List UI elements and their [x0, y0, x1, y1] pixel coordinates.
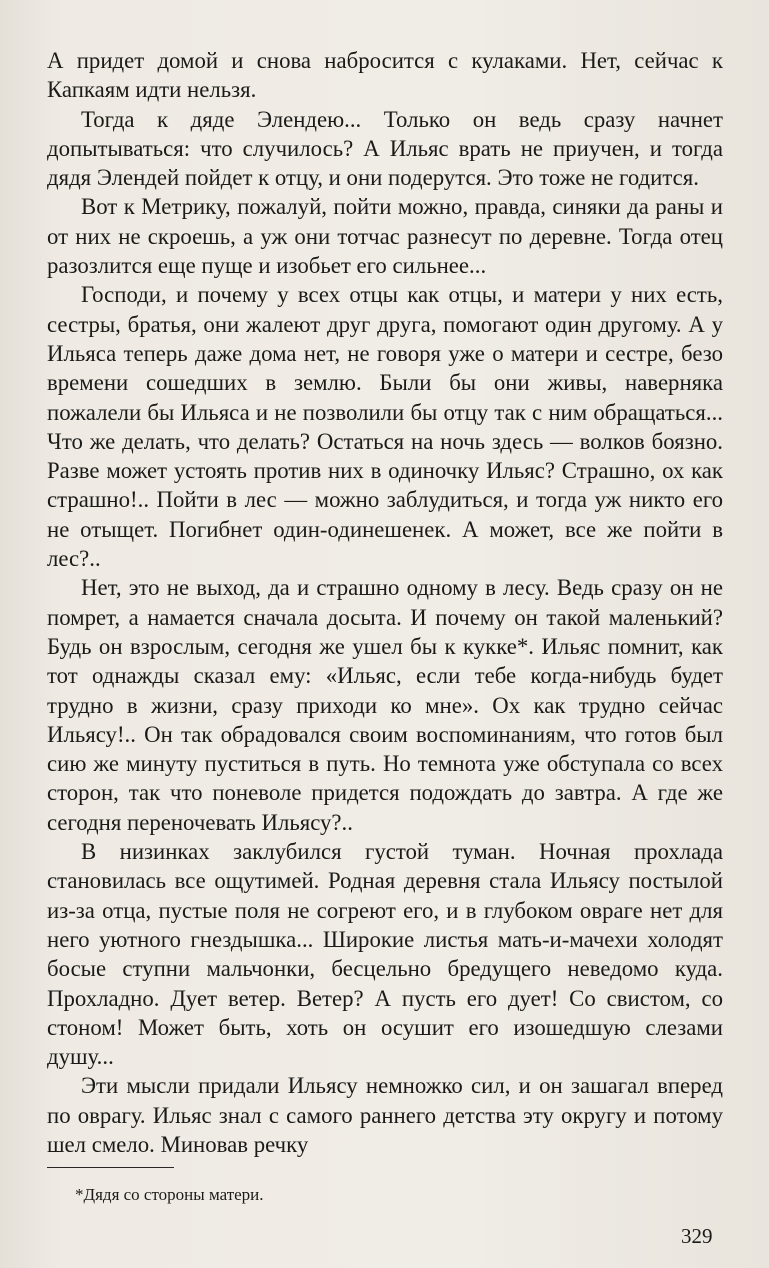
- paragraph-5: Нет, это не выход, да и страшно одному в лесу. Ведь сразу он не помрет, а намается сначала досыта. И почему он такой маленький? Будь он взрослым, сегодня же ушел бы к кукке*. Ильяс помнит, как тот однажды сказал ему: «Ильяс, если тебе когда-нибудь будет трудно в жизни, сразу приходи ко мне». Ох как трудно сейчас Ильясу!.. Он так обрадовался своим воспоминаниям, что готов был сию же минуту пуститься в путь. Но темнота уже обступала со всех сторон, так что поневоле придется подождать до завтра. А где же сегодня переночевать Ильясу?..: [47, 575, 723, 835]
- footnote-rule: [47, 1167, 174, 1168]
- page-number: 329: [681, 1224, 713, 1248]
- paragraph-2: Тогда к дяде Элендею... Только он ведь сразу начнет допытываться: что случилось? А Ильяс врать не приучен, и тогда дядя Элендей пойдет к отцу, и они подерутся. Это тоже не годится.: [47, 106, 723, 191]
- paragraph-4: Господи, и почему у всех отцы как отцы, и матери у них есть, сестры, братья, они жалеют друг друга, помогают один другому. А у Ильяса теперь даже дома нет, не говоря уже о матери и сестре, безо времени сошедших в землю. Были бы они живы, наверняка пожалели бы Ильяса и не позволили бы отцу так с ним обращаться... Что же делать, что делать? Остаться на ночь здесь — волков боязно. Разве может устоять против них в одиночку Ильяс? Страшно, ох как страшно!.. Пойти в лес — можно заблудиться, и тогда уж никто его не отыщет. Погибнет один-одинешенек. А может, все же пойти в лес?..: [47, 282, 723, 572]
- paragraph-1: А придет домой и снова набросится с кулаками. Нет, сейчас к Капкаям идти нельзя.: [47, 48, 723, 103]
- body-text: [47, 46, 723, 1159]
- footnote: *Дядя со стороны матери.: [75, 1185, 264, 1204]
- paragraph-7: Эти мысли придали Ильясу немножко сил, и он зашагал вперед по оврагу. Ильяс знал с самого раннего детства эту округу и потому шел смело. Миновав речку: [47, 1073, 723, 1157]
- paragraph-6: В низинках заклубился густой туман. Ночная прохлада становилась все ощутимей. Родная деревня стала Ильясу постылой из-за отца, пустые поля не согреют его, и в глубоком овраге нет для него уютного гнездышка... Широкие листья мать-и-мачехи холодят босые ступни мальчонки, бесцельно бредущего неведомо куда. Прохладно. Дует ветер. Ветер? А пусть его дует! Со свистом, со стоном! Может быть, хоть он осушит его изошедшую слезами душу...: [47, 839, 723, 1070]
- paragraph-3: Вот к Метрику, пожалуй, пойти можно, правда, синяки да раны и от них не скроешь, а уж они тотчас разнесут по деревне. Тогда отец разозлится еще пуще и изобьет его сильнее...: [47, 194, 723, 279]
